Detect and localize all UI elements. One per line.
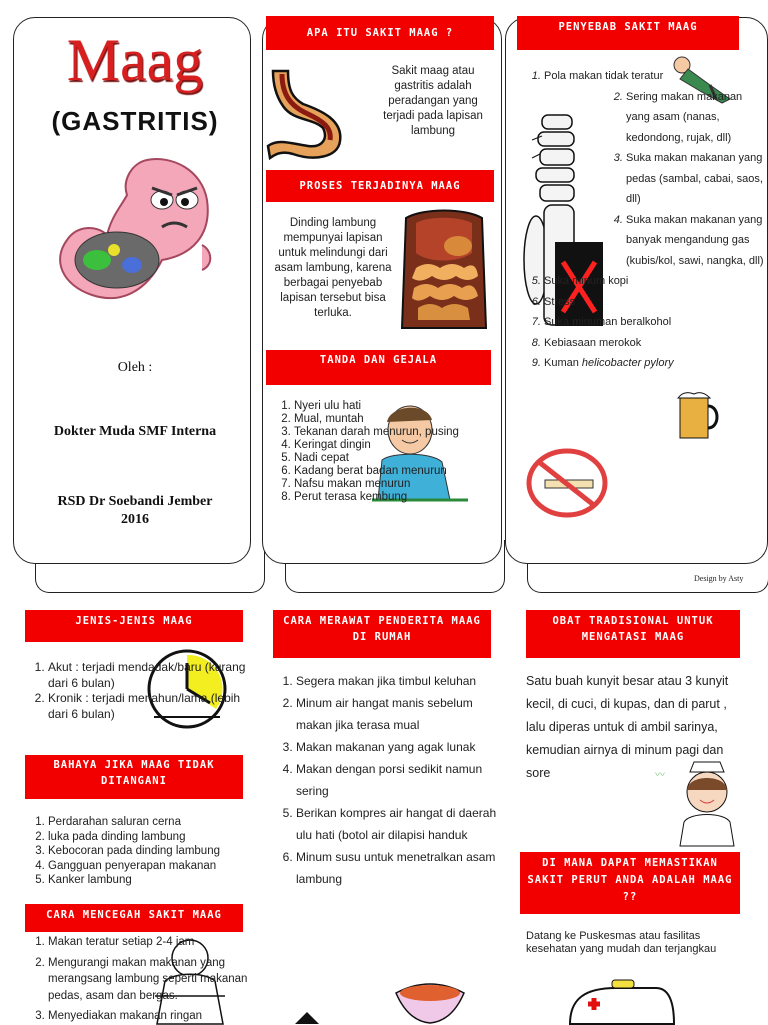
penyebab-item: 3. Suka makan makanan yang pedas (sambal, cabai, saos, dll): [626, 148, 764, 210]
cover-subtitle: (GASTRITIS): [51, 106, 219, 136]
tanda-item: 7. Nafsu makan menurun: [294, 478, 494, 491]
bahaya-item: 2. luka pada dinding lambung: [48, 830, 263, 845]
merawat-item: 4. Makan dengan porsi sedikit namun sering: [296, 758, 510, 802]
beer-mug-icon: [672, 390, 722, 440]
merawat-item: 6. Minum susu untuk menetralkan asam lambung: [296, 846, 510, 890]
mencegah-list: [26, 934, 258, 1025]
tanda-item: 6. Kadang berat badan menurun: [294, 465, 494, 478]
tanda-item: 5. Nadi cepat: [294, 452, 494, 465]
cover-institution: RSD Dr Soebandi Jember: [57, 494, 213, 509]
penyebab-item: 8. Kebiasaan merokok: [544, 333, 764, 354]
penyebab-list: [522, 66, 764, 374]
penyebab-item: 7. Suka minuman beralkohol: [544, 312, 764, 333]
bahaya-list: [26, 815, 263, 888]
tanda-item: 4. Keringat dingin: [294, 439, 494, 452]
dimana-text: Datang ke Puskesmas atau fasilitas kesehatan yang mudah dan terjangkau: [526, 930, 717, 955]
mencegah-heading: CARA MENCEGAH SAKIT MAAG: [25, 904, 243, 932]
penyebab-item9-italic: helicobacter pylory: [581, 357, 674, 369]
design-credit: Design by Asty: [694, 574, 744, 583]
merawat-item: 1. Segera makan jika timbul keluhan: [296, 670, 510, 692]
mencegah-item: 3. Menyediakan makanan ringan: [48, 1008, 258, 1025]
digestive-system-icon: [398, 208, 490, 336]
tanda-item: 3. Tekanan darah menurun, pusing: [294, 426, 494, 439]
jenis-list: [26, 660, 248, 722]
obat-heading: OBAT TRADISIONAL UNTUK MENGATASI MAAG: [526, 610, 740, 658]
bahaya-item: 5. Kanker lambung: [48, 873, 263, 888]
dark-object-icon: [295, 1012, 319, 1024]
jenis-heading: JENIS-JENIS MAAG: [25, 610, 243, 642]
nurse-sparkle-icon: 〰: [655, 770, 665, 781]
obat-text: Satu buah kunyit besar atau 3 kunyit kecil, di cuci, di kupas, dan di parut , lalu diperas untuk di ambil sarinya, kemudian airnya di minum pagi dan sore: [526, 674, 729, 780]
penyebab-item: 4. Suka makan makanan yang banyak mengandung gas (kubis/kol, sawi, nangka, dll): [626, 210, 764, 272]
dimana-heading: DI MANA DAPAT MEMASTIKAN SAKIT PERUT ANDA ADALAH MAAG ??: [520, 852, 740, 914]
no-smoking-icon: [525, 448, 609, 518]
proses-heading: PROSES TERJADINYA MAAG: [266, 170, 494, 202]
tanda-heading: TANDA DAN GEJALA: [266, 350, 491, 385]
tanda-item: 1. Nyeri ulu hati: [294, 400, 494, 413]
penyebab-item: 1. Pola makan tidak teratur: [544, 66, 764, 87]
ambulance-icon: [566, 978, 676, 1024]
bahaya-item: 3. Kebocoran pada dinding lambung: [48, 844, 263, 859]
sick-stomach-illustration: [52, 155, 217, 320]
tanda-list: [272, 400, 494, 504]
cover-title: Maag: [66, 27, 204, 93]
penyebab-item9-prefix: Kuman: [544, 357, 582, 369]
cover-by-label: Oleh :: [117, 360, 153, 375]
jenis-item: 2. Kronik : terjadi menahun/lama (lebih dari 6 bulan): [48, 691, 248, 722]
merawat-item: 3. Makan makanan yang agak lunak: [296, 736, 510, 758]
bahaya-item: 1. Perdarahan saluran cerna: [48, 815, 263, 830]
mencegah-item: 2. Mengurangi makan makanan yang merangsang lambung seperti makanan pedas, asam dan bergas.: [48, 955, 258, 1005]
merawat-item: 5. Berikan kompres air hangat di daerah ulu hati (botol air dilapisi handuk: [296, 802, 510, 846]
cover-year: 2016: [121, 512, 149, 527]
merawat-heading: CARA MERAWAT PENDERITA MAAG DI RUMAH: [273, 610, 491, 658]
bahaya-heading: BAHAYA JIKA MAAG TIDAK DITANGANI: [25, 755, 243, 799]
merawat-item: 2. Minum air hangat manis sebelum makan jika terasa mual: [296, 692, 510, 736]
cover-author: Dokter Muda SMF Interna: [53, 424, 217, 439]
proses-text: Dinding lambung mempunyai lapisan untuk melindungi dari asam lambung, karena berbagai penyebab lapisan tersebut bisa terluka.: [274, 217, 392, 319]
mencegah-item: 1. Makan teratur setiap 2-4 jam: [48, 934, 258, 951]
apa-itu-text: Sakit maag atau gastritis adalah peradangan yang terjadi pada lapisan lambung: [383, 65, 483, 137]
penyebab-item: 5. Suka minum kopi: [544, 271, 764, 292]
stomach-icon: [268, 66, 348, 161]
tanda-item: 8. Perut terasa kembung: [294, 491, 494, 504]
nurse-icon: [678, 762, 736, 846]
bahaya-item: 4. Gangguan penyerapan makanan: [48, 859, 263, 874]
penyebab-heading: PENYEBAB SAKIT MAAG: [517, 16, 739, 50]
penyebab-item: 6. Stress: [544, 292, 764, 313]
tanda-item: 2. Mual, muntah: [294, 413, 494, 426]
penyebab-item: [544, 353, 764, 374]
jenis-item: 1. Akut : terjadi mendadak/baru (kurang dari 6 bulan): [48, 660, 248, 691]
apa-itu-heading: APA ITU SAKIT MAAG ?: [266, 16, 494, 50]
penyebab-item: 2. Sering makan makanan yang asam (nanas, kedondong, rujak, dll): [626, 87, 764, 149]
bowl-icon: [392, 975, 468, 1024]
merawat-list: [274, 670, 510, 890]
